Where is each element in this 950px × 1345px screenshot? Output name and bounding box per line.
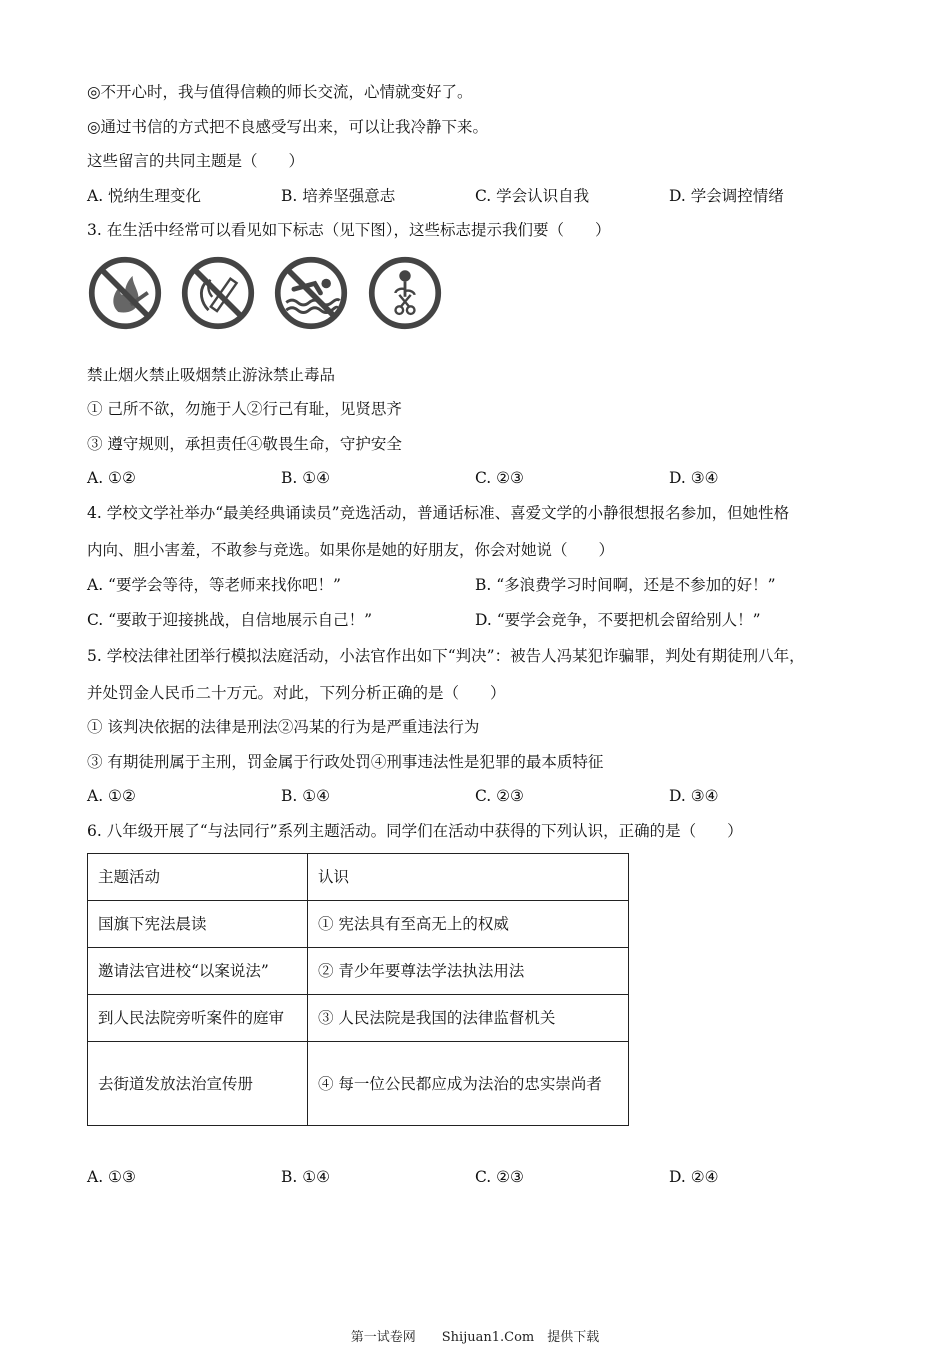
q3-statement-2: ③ 遵守规则，承担责任④敬畏生命，守护安全: [87, 435, 402, 453]
table-row: [88, 1042, 629, 1126]
q5-stem-line-2: 并处罚金人民币二十万元。对此，下列分析正确的是（ ）: [87, 684, 506, 702]
table-cell: 国旗下宪法晨读: [88, 901, 308, 948]
q6-stem: 6. 八年级开展了“与法同行”系列主题活动。同学们在活动中获得的下列认识，正确的是（ ）: [87, 822, 743, 840]
q5-option-a[interactable]: A. ①②: [87, 787, 136, 805]
table-header-understanding: 认识: [308, 854, 629, 901]
q2-option-b[interactable]: B. 培养坚强意志: [281, 187, 396, 205]
q3-option-b[interactable]: B. ①④: [281, 469, 331, 487]
q5-statement-1: ① 该判决依据的法律是刑法②冯某的行为是严重违法行为: [87, 718, 480, 736]
q4-option-c[interactable]: C. “要敢于迎接挑战，自信地展示自己！”: [87, 611, 373, 629]
q2-stem: 这些留言的共同主题是（ ）: [87, 152, 305, 170]
q4-option-d[interactable]: D. “要学会竞争，不要把机会留给别人！”: [475, 611, 761, 629]
q4-option-b[interactable]: B. “多浪费学习时间啊，还是不参加的好！”: [475, 576, 776, 594]
q3-option-c[interactable]: C. ②③: [475, 469, 524, 487]
page-footer: 第一试卷网 Shijuan1.Com 提供下载: [350, 1330, 600, 1345]
q5-option-d[interactable]: D. ③④: [669, 787, 719, 805]
q4-stem-line-2: 内向、胆小害羞，不敢参与竞选。如果你是她的好朋友，你会对她说（ ）: [87, 541, 615, 559]
table-row: [88, 995, 629, 1042]
no-fire-icon: [87, 255, 163, 331]
q5-statement-2: ③ 有期徒刑属于主刑，罚金属于行政处罚④刑事违法性是犯罪的最本质特征: [87, 753, 604, 771]
table-header-activity: 主题活动: [88, 854, 308, 901]
q4-option-a[interactable]: A. “要学会等待，等老师来找你吧！”: [87, 576, 341, 594]
table-cell: ④ 每一位公民都应成为法治的忠实崇尚者: [308, 1042, 629, 1126]
q6-option-c[interactable]: C. ②③: [475, 1168, 524, 1186]
table-cell: ② 青少年要尊法学法执法用法: [308, 948, 629, 995]
intro-line-1: ◎不开心时，我与值得信赖的师长交流，心情就变好了。: [87, 83, 473, 101]
q5-stem-line-1: 5. 学校法律社团举行模拟法庭活动，小法官作出如下“判决”：被告人冯某犯诈骗罪，判处有期徒刑八年，: [87, 647, 805, 665]
q4-stem-line-1: 4. 学校文学社举办“最美经典诵读员”竞选活动，普通话标准、喜爱文学的小静很想报名参加，但她性格: [87, 504, 790, 522]
q6-option-a[interactable]: A. ①③: [87, 1168, 136, 1186]
q6-table: [87, 853, 629, 1126]
table-cell: 邀请法官进校“以案说法”: [88, 948, 308, 995]
no-drugs-icon: [367, 255, 443, 331]
no-smoking-icon: [180, 255, 256, 331]
table-row: [88, 901, 629, 948]
table-cell: 去街道发放法治宣传册: [88, 1042, 308, 1126]
q5-option-c[interactable]: C. ②③: [475, 787, 524, 805]
table-header-row: [88, 854, 629, 901]
q3-sign-caption: 禁止烟火禁止吸烟禁止游泳禁止毒品: [87, 366, 336, 384]
q6-option-d[interactable]: D. ②④: [669, 1168, 719, 1186]
intro-line-2: ◎通过书信的方式把不良感受写出来，可以让我冷静下来。: [87, 118, 489, 136]
q3-statement-1: ① 己所不欲，勿施于人②行己有耻，见贤思齐: [87, 400, 402, 418]
q2-option-d[interactable]: D. 学会调控情绪: [669, 187, 784, 205]
q3-stem: 3. 在生活中经常可以看见如下标志（见下图），这些标志提示我们要（ ）: [87, 221, 611, 239]
q5-option-b[interactable]: B. ①④: [281, 787, 331, 805]
table-row: [88, 948, 629, 995]
table-cell: 到人民法院旁听案件的庭审: [88, 995, 308, 1042]
table-cell: ③ 人民法院是我国的法律监督机关: [308, 995, 629, 1042]
q6-option-b[interactable]: B. ①④: [281, 1168, 331, 1186]
no-swimming-icon: [273, 255, 349, 331]
table-cell: ① 宪法具有至高无上的权威: [308, 901, 629, 948]
q2-option-a[interactable]: A. 悦纳生理变化: [87, 187, 202, 205]
q3-option-a[interactable]: A. ①②: [87, 469, 136, 487]
q2-option-c[interactable]: C. 学会认识自我: [475, 187, 590, 205]
q3-option-d[interactable]: D. ③④: [669, 469, 719, 487]
